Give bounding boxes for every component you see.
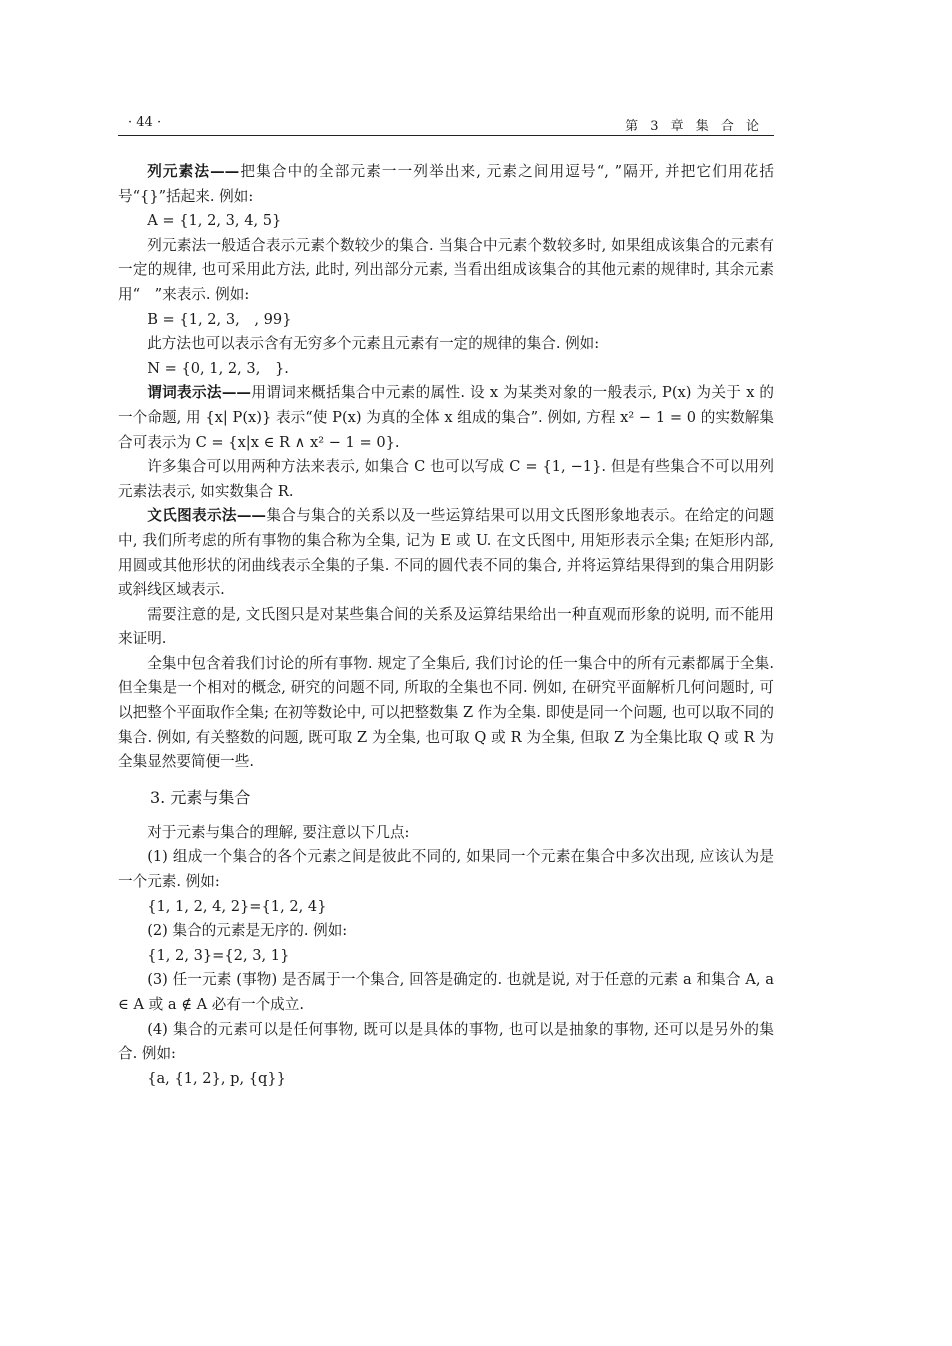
formula: {a, {1, 2}, p, {q}} — [147, 1069, 286, 1087]
page-header — [118, 113, 774, 136]
paragraph: 许多集合可以用两种方法来表示, 如集合 C 也可以写成 C = {1, −1}. 但是有些集合不可以用列元素法表示, 如实数集合 R. — [118, 458, 774, 500]
formula: {1, 1, 2, 4, 2}={1, 2, 4} — [147, 897, 327, 915]
paragraph-text: 把集合中的全部元素一一列举出来, 元素之间用逗号“, ”隔开, 并把它们用花括号“{}”括起来. 例如: — [118, 163, 774, 205]
term-predicate-method: 谓词表示法—— — [147, 384, 252, 402]
paragraph: (1) 组成一个集合的各个元素之间是彼此不同的, 如果同一个元素在集合中多次出现, 应该认为是一个元素. 例如: — [118, 848, 774, 891]
paragraph-text: 集合与集合的关系以及一些运算结果可以用文氏图形象地表示。在给定的问题中, 我们所考虑的所有事物的集合称为全集, 记为 E 或 U. 在文氏图中, 用矩形表示全集; 在矩形内部, 用圆或其他形状的闭曲线表示全集的子集. 不同的圆代表不同的集合, 并将运算结果得到的集合用阴影或斜线区域表示. — [118, 507, 774, 599]
formula-b: B = {1, 2, 3, , 99} — [147, 310, 292, 328]
paragraph: 需要注意的是, 文氏图只是对某些集合间的关系及运算结果给出一种直观而形象的说明, 而不能用来证明. — [118, 605, 774, 648]
paragraph: 对于元素与集合的理解, 要注意以下几点: — [147, 823, 410, 841]
page-number: · 44 · — [128, 115, 162, 130]
chapter-title: 第 3 章 集 合 论 — [625, 119, 760, 134]
paragraph-text: 用谓词来概括集合中元素的属性. 设 x 为某类对象的一般表示, P(x) 为关于 x 的一个命题, 用 {x| P(x)} 表示“使 P(x) 为真的全体 x 组成的集合”. 例如, 方程 x² − 1 = 0 的实数解集合可表示为 C = {x|x ∈ R ∧ x² − 1 = 0}. — [118, 384, 774, 451]
formula-a: A = {1, 2, 3, 4, 5} — [147, 212, 282, 230]
paragraph: (3) 任一元素 (事物) 是否属于一个集合, 回答是确定的. 也就是说, 对于任意的元素 a 和集合 A, a ∈ A 或 a ∉ A 必有一个成立. — [118, 971, 774, 1013]
paragraph-predicate-method — [118, 381, 774, 455]
term-venn-method: 文氏图表示法—— — [147, 507, 267, 525]
section-heading: 3. 元素与集合 — [150, 787, 251, 807]
formula: {1, 2, 3}={2, 3, 1} — [147, 946, 290, 964]
paragraph: 此方法也可以表示含有无穷多个元素且元素有一定的规律的集合. 例如: — [147, 335, 600, 353]
paragraph-list-method — [118, 160, 774, 209]
term-list-method: 列元素法—— — [147, 163, 240, 180]
formula-n: N = {0, 1, 2, 3, }. — [147, 359, 289, 377]
paragraph: (4) 集合的元素可以是任何事物, 既可以是具体的事物, 也可以是抽象的事物, 还可以是另外的集合. 例如: — [118, 1020, 774, 1063]
page-body — [118, 160, 774, 1091]
paragraph: (2) 集合的元素是无序的. 例如: — [147, 922, 348, 940]
paragraph: 列元素法一般适合表示元素个数较少的集合. 当集合中元素个数较多时, 如果组成该集合的元素有一定的规律, 也可采用此方法, 此时, 列出部分元素, 当看出组成该集合的其他元素的规律时, 其余元素用“ ”来表示. 例如: — [118, 236, 774, 303]
paragraph-venn-method — [118, 504, 774, 602]
paragraph: 全集中包含着我们讨论的所有事物. 规定了全集后, 我们讨论的任一集合中的所有元素都属于全集. 但全集是一个相对的概念, 研究的问题不同, 所取的全集也不同. 例如, 在研究平面解析几何问题时, 可以把整个平面取作全集; 在初等数论中, 可以把整数集 Z 作为全集. 即使是同一个问题, 也可以取不同的集合. 例如, 有关整数的问题, 既可取 Z 为全集, 也可取 Q 或 R 为全集, 但取 Z 为全集比取 Q 或 R 为全集显然要简便一些. — [118, 654, 774, 771]
